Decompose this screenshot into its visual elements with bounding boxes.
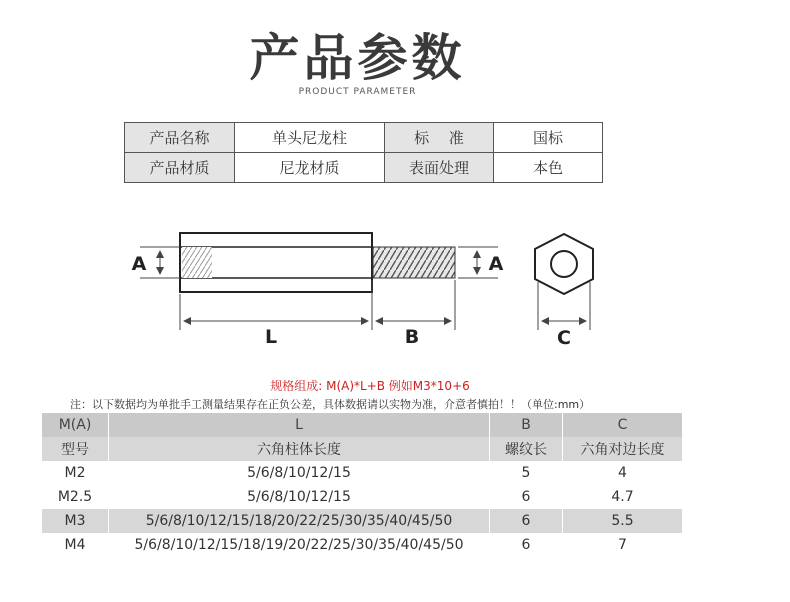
table-header-cell: L bbox=[109, 413, 490, 437]
size-table bbox=[41, 413, 683, 557]
table-cell: M2.5 bbox=[42, 485, 109, 509]
table-row bbox=[42, 485, 683, 509]
measurement-note: 注：以下数据均为单批手工测量结果存在正负公差，具体数据请以实物为准，介意者慎拍！！（单位:mm） bbox=[70, 398, 591, 411]
spec-row bbox=[125, 123, 603, 153]
table-header-cell: B bbox=[490, 413, 563, 437]
table-row bbox=[42, 461, 683, 485]
page-title: 产品参数 bbox=[249, 29, 466, 87]
table-cell: 5/6/8/10/12/15/18/20/22/25/30/35/40/45/50 bbox=[109, 509, 490, 533]
page-subtitle: PRODUCT PARAMETER bbox=[298, 87, 417, 97]
table-header-cell: 型号 bbox=[42, 437, 109, 461]
table-header-cell: 螺纹长 bbox=[490, 437, 563, 461]
spec-table bbox=[124, 122, 603, 183]
hex-end-view-shape bbox=[535, 234, 593, 349]
dimension-b-label: B bbox=[404, 326, 420, 348]
dimension-a-label-left: A bbox=[131, 253, 147, 275]
spec-label-standard: 标 准 bbox=[385, 123, 494, 153]
table-cell: 6 bbox=[490, 509, 563, 533]
dimension-a-left bbox=[132, 247, 180, 278]
dimension-c-label: C bbox=[557, 327, 571, 349]
table-header-row bbox=[42, 413, 683, 437]
table-row bbox=[42, 509, 683, 533]
table-cell: 5/6/8/10/12/15/18/19/20/22/25/30/35/40/45/50 bbox=[109, 533, 490, 557]
spec-row bbox=[125, 153, 603, 183]
table-cell: 5/6/8/10/12/15 bbox=[109, 485, 490, 509]
spec-label-material: 产品材质 bbox=[125, 153, 235, 183]
spec-label-name: 产品名称 bbox=[125, 123, 235, 153]
table-cell: 6 bbox=[490, 533, 563, 557]
spec-value-standard: 国标 bbox=[494, 123, 603, 153]
spec-value-surface: 本色 bbox=[494, 153, 603, 183]
table-cell: 4.7 bbox=[563, 485, 683, 509]
spec-label-surface: 表面处理 bbox=[385, 153, 494, 183]
hex-body-shape bbox=[180, 233, 372, 292]
spec-formula: 规格组成: M(A)*L+B 例如M3*10+6 bbox=[270, 379, 470, 393]
table-cell: 5/6/8/10/12/15 bbox=[109, 461, 490, 485]
dimension-l-label: L bbox=[264, 326, 278, 348]
standoff-dimension-drawing bbox=[0, 210, 790, 360]
table-cell: M4 bbox=[42, 533, 109, 557]
table-cell: 6 bbox=[490, 485, 563, 509]
internal-thread-shape bbox=[182, 247, 212, 278]
external-thread-shape bbox=[373, 247, 455, 278]
table-cell: 7 bbox=[563, 533, 683, 557]
spec-value-name: 单头尼龙柱 bbox=[235, 123, 385, 153]
table-subheader-row bbox=[42, 437, 683, 461]
table-cell: 4 bbox=[563, 461, 683, 485]
table-cell: M3 bbox=[42, 509, 109, 533]
table-header-cell: 六角对边长度 bbox=[563, 437, 683, 461]
table-header-cell: C bbox=[563, 413, 683, 437]
table-header-cell: M(A) bbox=[42, 413, 109, 437]
table-row bbox=[42, 533, 683, 557]
dimension-a-right bbox=[458, 247, 504, 278]
dimension-a-label-right: A bbox=[488, 253, 504, 275]
table-cell: 5 bbox=[490, 461, 563, 485]
table-cell: M2 bbox=[42, 461, 109, 485]
spec-value-material: 尼龙材质 bbox=[235, 153, 385, 183]
table-cell: 5.5 bbox=[563, 509, 683, 533]
table-header-cell: 六角柱体长度 bbox=[109, 437, 490, 461]
